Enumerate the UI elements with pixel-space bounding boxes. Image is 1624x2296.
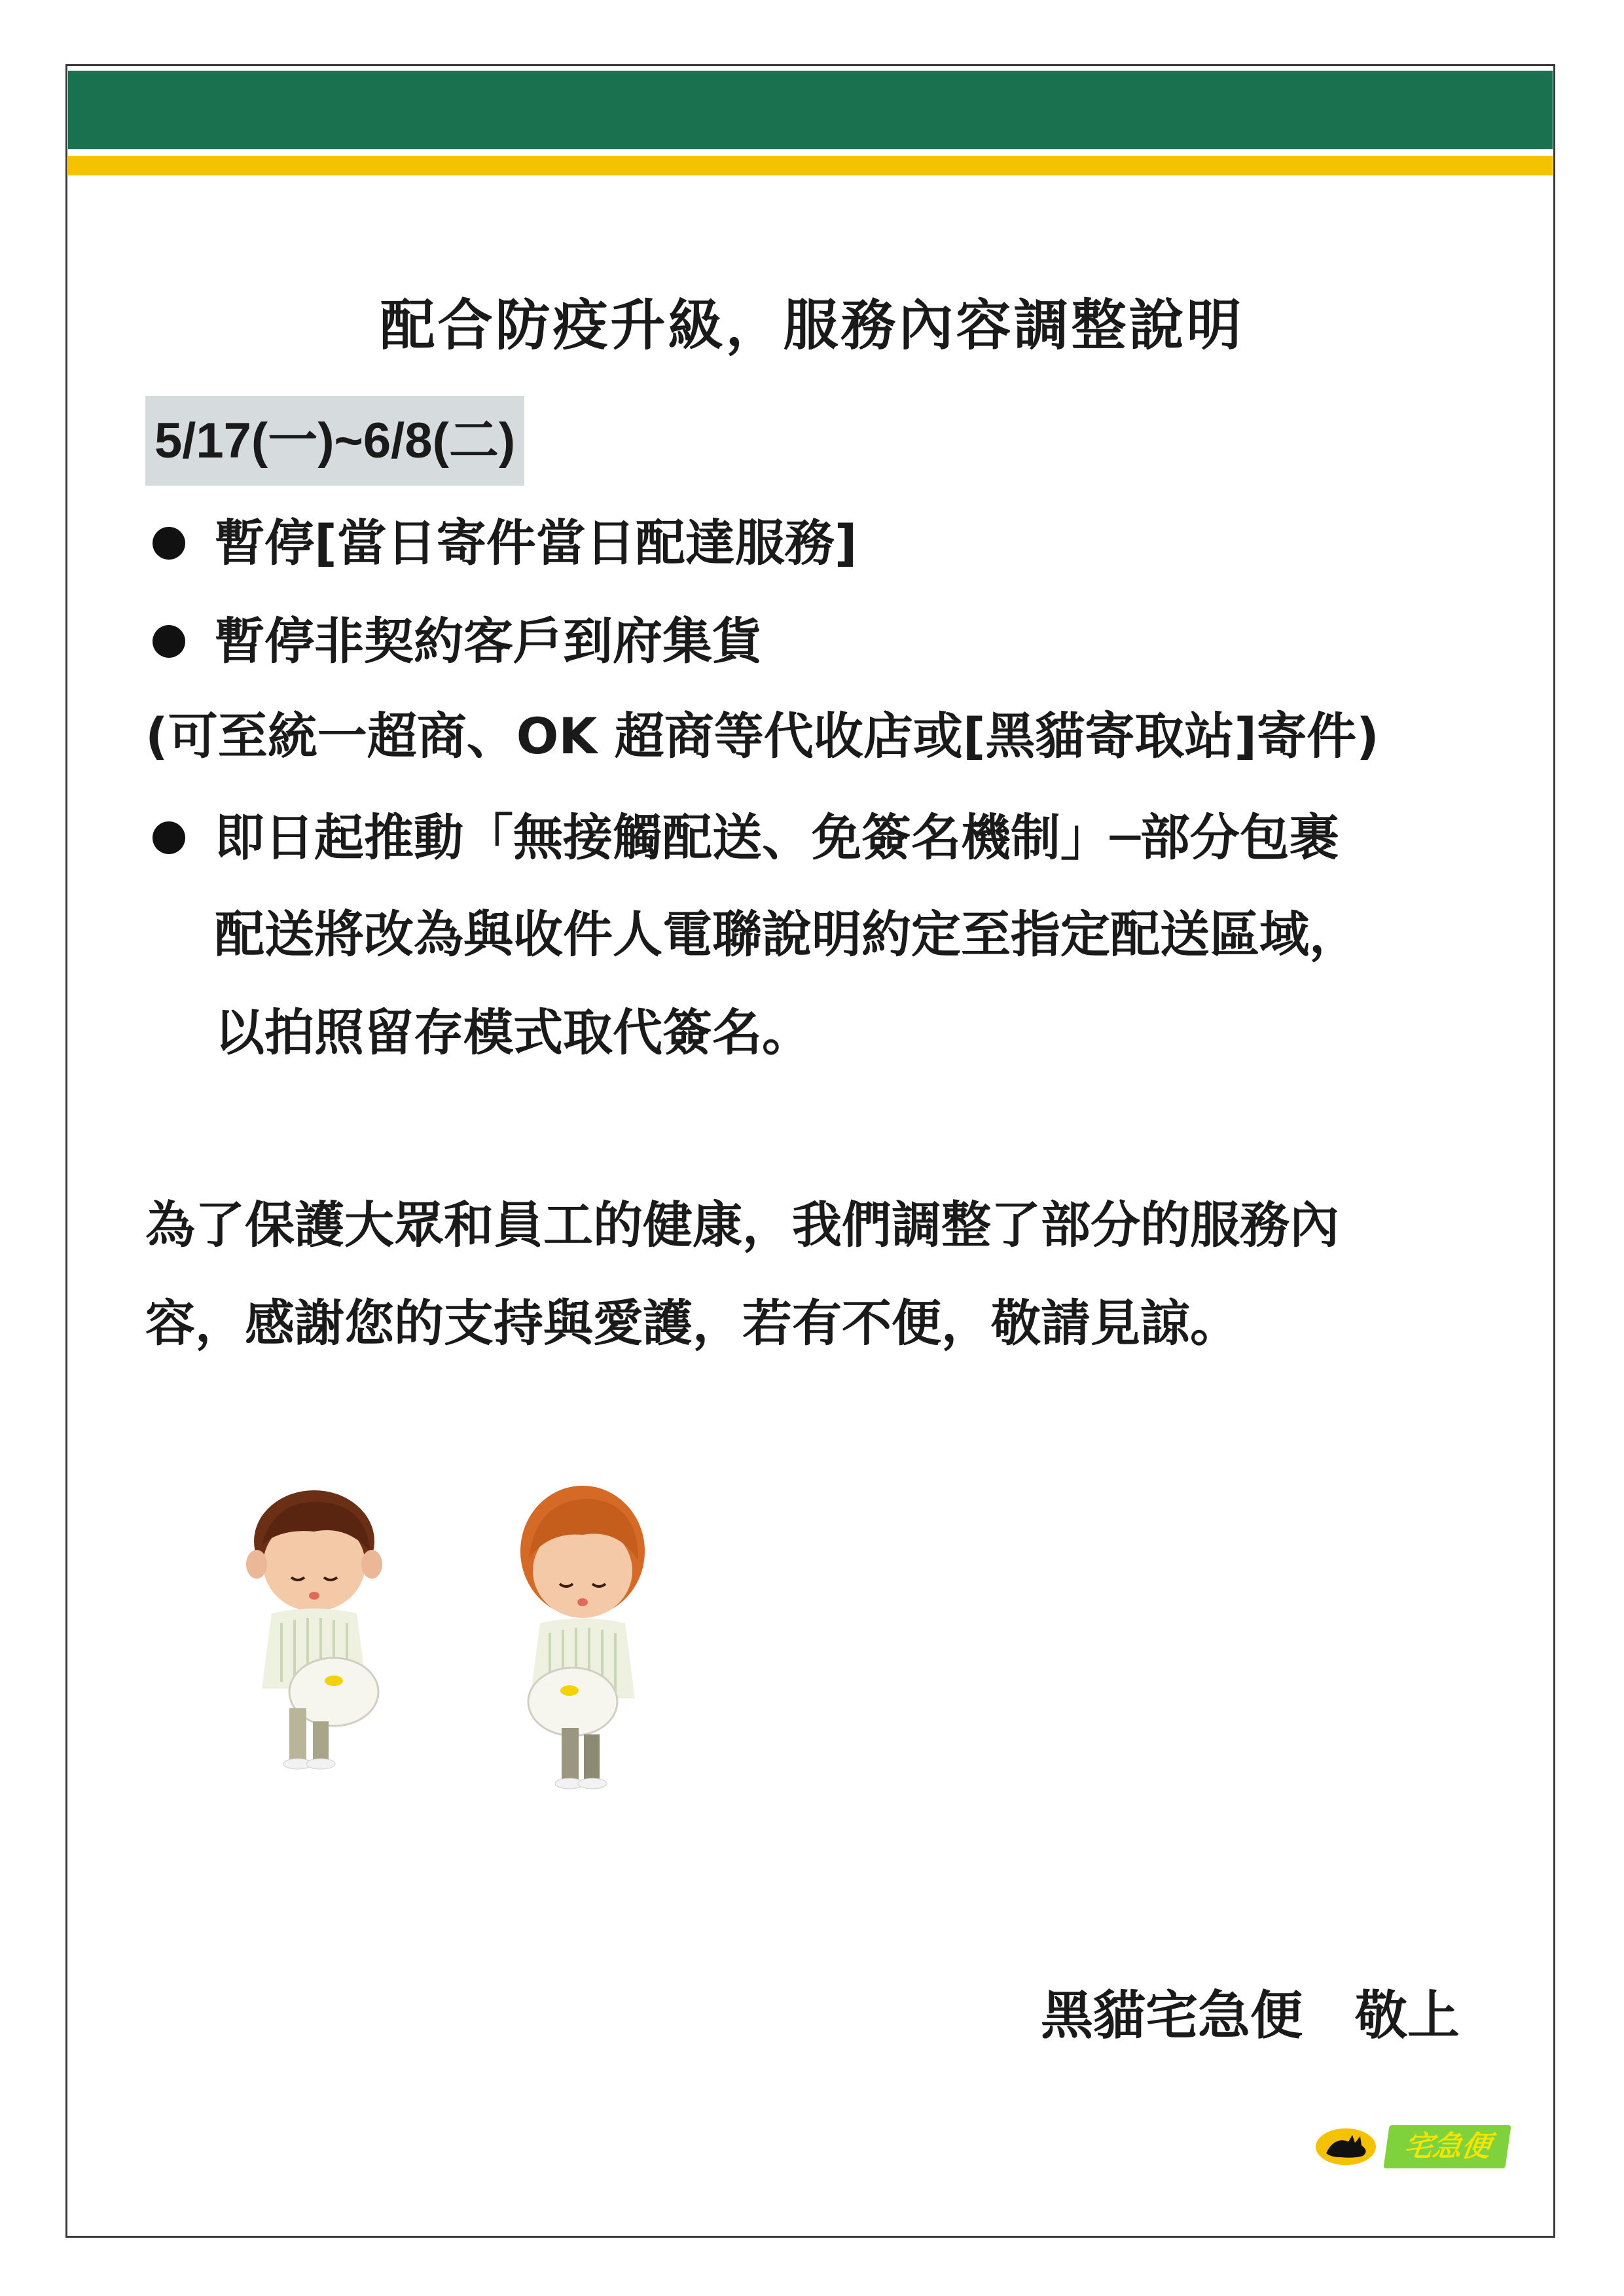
item-suspend-same-day: 暫停[當日寄件當日配達服務] <box>215 514 857 572</box>
header-yellow-band <box>68 156 1553 175</box>
item-suspend-pickup: 暫停非契約客戶到府集貨 <box>215 612 762 670</box>
black-cat-logo-icon <box>1314 2127 1377 2166</box>
bullet-icon <box>153 527 185 560</box>
page-title: 配合防疫升級，服務內容調整說明 <box>380 293 1244 357</box>
bullet-icon <box>153 821 185 854</box>
item-contactless-line-1: 即日起推動「無接觸配送、免簽名機制」─部分包裹 <box>215 808 1339 867</box>
girl-bowing-illustration <box>504 1473 661 1800</box>
paragraph-line-2: 容，感謝您的支持與愛護，若有不便，敬請見諒。 <box>145 1294 1240 1352</box>
takkyubin-logo: 宅急便 <box>1383 2125 1511 2168</box>
boy-bowing-illustration <box>236 1473 393 1787</box>
header-green-band <box>68 71 1553 149</box>
item-contactless-line-3: 以拍照留存模式取代簽名。 <box>215 1003 812 1062</box>
date-range: 5/17(一)~6/8(二) <box>145 396 524 486</box>
signature: 黑貓宅急便 敬上 <box>1041 1985 1460 2046</box>
bullet-icon <box>153 625 185 658</box>
page-border <box>65 64 1555 2238</box>
item-contactless-line-2: 配送將改為與收件人電聯說明約定至指定配送區域， <box>215 905 1359 963</box>
paragraph-line-1: 為了保護大眾和員工的健康，我們調整了部分的服務內 <box>145 1196 1339 1254</box>
note-line: (可至統一超商、OK 超商等代收店或[黑貓寄取站]寄件) <box>145 707 1379 765</box>
